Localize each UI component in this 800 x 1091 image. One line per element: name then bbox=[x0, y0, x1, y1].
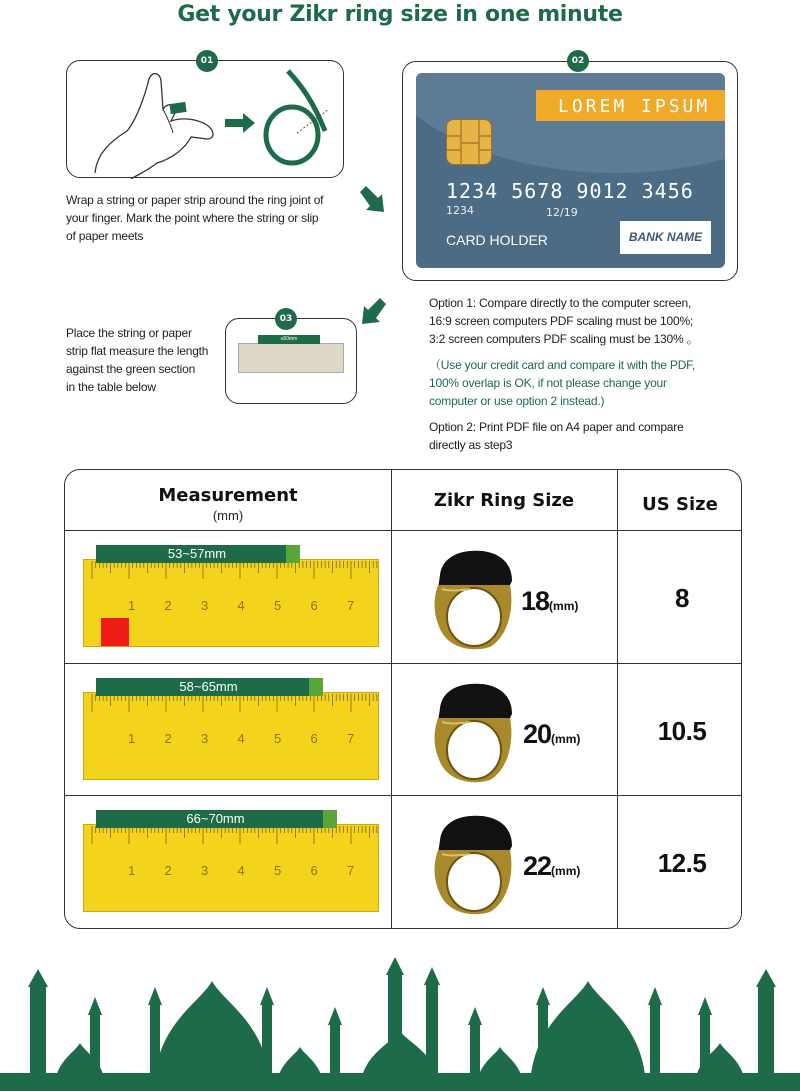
note-line: 100% overlap is OK, if not please change your bbox=[429, 376, 667, 390]
range-bar: 53~57mm bbox=[96, 545, 298, 563]
ruler-tick-label: 3 bbox=[201, 731, 209, 746]
ruler-tick-label: 3 bbox=[201, 863, 209, 878]
card-number-small: 1234 bbox=[446, 204, 474, 217]
us-size-value: 10.5 bbox=[657, 716, 707, 746]
step1-line: Wrap a string or paper strip around the ring joint of bbox=[66, 193, 324, 207]
ruler-tick-label: 1 bbox=[128, 863, 136, 878]
card-number: 1234 5678 9012 3456 bbox=[446, 179, 694, 203]
option1-text bbox=[429, 294, 698, 348]
ruler-tick-label: 4 bbox=[237, 731, 245, 746]
ruler-tick-label: 6 bbox=[310, 731, 318, 746]
card-bank-name: BANK NAME bbox=[620, 221, 711, 254]
option1-line: Option 1: Compare directly to the computer screen, bbox=[429, 296, 692, 310]
table-divider bbox=[391, 470, 392, 928]
table-divider bbox=[65, 530, 741, 531]
mosque-skyline-decoration bbox=[0, 945, 800, 1091]
header-ring-size: Zikr Ring Size bbox=[433, 490, 575, 511]
card-expiry: 12/19 bbox=[546, 206, 578, 219]
ruler-tick-label: 3 bbox=[201, 598, 209, 613]
step3-ruler-illustration bbox=[238, 343, 344, 373]
ruler-tick-label: 5 bbox=[274, 863, 282, 878]
table-divider bbox=[65, 663, 741, 664]
credit-card bbox=[416, 73, 725, 268]
ruler-tick-label: 1 bbox=[128, 731, 136, 746]
ruler-tick-label: 7 bbox=[347, 863, 355, 878]
note-line: （Use your credit card and compare it with the PDF, bbox=[429, 358, 696, 372]
step2-badge: 02 bbox=[567, 50, 589, 72]
step1-badge: 01 bbox=[196, 50, 218, 72]
us-size-value: 8 bbox=[675, 583, 689, 613]
card-brand-text: LOREM IPSUM bbox=[558, 96, 711, 117]
step3-line: against the green section bbox=[66, 362, 196, 376]
ruler-tick-label: 5 bbox=[274, 731, 282, 746]
step3-strip-label: ≤60mm bbox=[280, 336, 298, 342]
option-note bbox=[429, 356, 695, 410]
us-size-value: 12.5 bbox=[657, 848, 707, 878]
step3-ruler-box bbox=[225, 318, 357, 404]
step3-line: in the table below bbox=[66, 380, 156, 394]
ruler-tick-label: 4 bbox=[237, 598, 245, 613]
page-title: Get your Zikr ring size in one minute bbox=[177, 2, 623, 27]
card-brand-banner bbox=[536, 90, 725, 121]
ring-size-value bbox=[523, 719, 580, 750]
card-chip-icon bbox=[446, 119, 492, 165]
ruler-tick-label: 4 bbox=[237, 863, 245, 878]
ruler-tick-label: 1 bbox=[128, 598, 136, 613]
range-bar: 66~70mm bbox=[96, 810, 335, 828]
ring-icon bbox=[420, 545, 520, 656]
ring-size-value bbox=[523, 851, 580, 882]
ruler-tick-label: 6 bbox=[310, 598, 318, 613]
ruler-tick-label: 5 bbox=[274, 598, 282, 613]
range-bar-end bbox=[323, 810, 337, 828]
ring-size-unit: (mm) bbox=[549, 599, 579, 613]
ruler-tick-label: 7 bbox=[347, 598, 355, 613]
step3-instructions bbox=[66, 324, 208, 396]
ruler-tick-label: 7 bbox=[347, 731, 355, 746]
range-bar: 58~65mm bbox=[96, 678, 321, 696]
ring-size-unit: (mm) bbox=[551, 732, 581, 746]
ruler bbox=[83, 559, 379, 647]
ring-size-number: 22 bbox=[523, 851, 552, 881]
header-measurement: Measurement bbox=[158, 485, 298, 506]
step3-line: strip flat measure the length bbox=[66, 344, 209, 358]
step3-green-strip bbox=[258, 335, 320, 344]
note-line: computer or use option 2 instead.) bbox=[429, 394, 605, 408]
ruler bbox=[83, 824, 379, 912]
size-table bbox=[64, 469, 742, 929]
ring-size-number: 18 bbox=[521, 586, 550, 616]
ring-size-unit: (mm) bbox=[551, 864, 581, 878]
ruler-tick-label: 6 bbox=[310, 863, 318, 878]
ring-size-number: 20 bbox=[523, 719, 552, 749]
step1-instructions bbox=[66, 191, 323, 245]
ruler bbox=[83, 692, 379, 780]
step1-illustration-box bbox=[66, 60, 344, 178]
ring-icon bbox=[420, 678, 520, 789]
option2-line: directly as step3 bbox=[429, 438, 513, 452]
header-us-size: US Size bbox=[642, 494, 718, 515]
ruler-tick-label: 2 bbox=[164, 731, 172, 746]
option1-line: 3:2 screen computers PDF scaling must be 130% 。 bbox=[429, 332, 699, 346]
step1-line: of paper meets bbox=[66, 229, 144, 243]
range-bar-end bbox=[309, 678, 323, 696]
step3-badge: 03 bbox=[275, 308, 297, 330]
ruler-tick-label: 2 bbox=[164, 863, 172, 878]
table-divider bbox=[617, 470, 618, 928]
table-divider bbox=[65, 795, 741, 796]
range-bar-end bbox=[286, 545, 300, 563]
step3-line: Place the string or paper bbox=[66, 326, 192, 340]
option1-line: 16:9 screen computers PDF scaling must be 100%; bbox=[429, 314, 694, 328]
arrow-down-right-icon bbox=[358, 186, 388, 216]
header-measurement-unit: (mm) bbox=[212, 508, 244, 523]
red-marker bbox=[101, 618, 129, 646]
ring-icon bbox=[420, 810, 520, 921]
card-holder: CARD HOLDER bbox=[446, 232, 548, 248]
option2-line: Option 2: Print PDF file on A4 paper and compare bbox=[429, 420, 684, 434]
option2-text bbox=[429, 418, 684, 454]
arrow-down-left-icon bbox=[358, 298, 388, 328]
step1-line: your finger. Mark the point where the string or slip bbox=[66, 211, 319, 225]
ruler-tick-label: 2 bbox=[164, 598, 172, 613]
ring-size-value bbox=[521, 586, 578, 617]
hand-wrap-illustration bbox=[67, 61, 345, 179]
